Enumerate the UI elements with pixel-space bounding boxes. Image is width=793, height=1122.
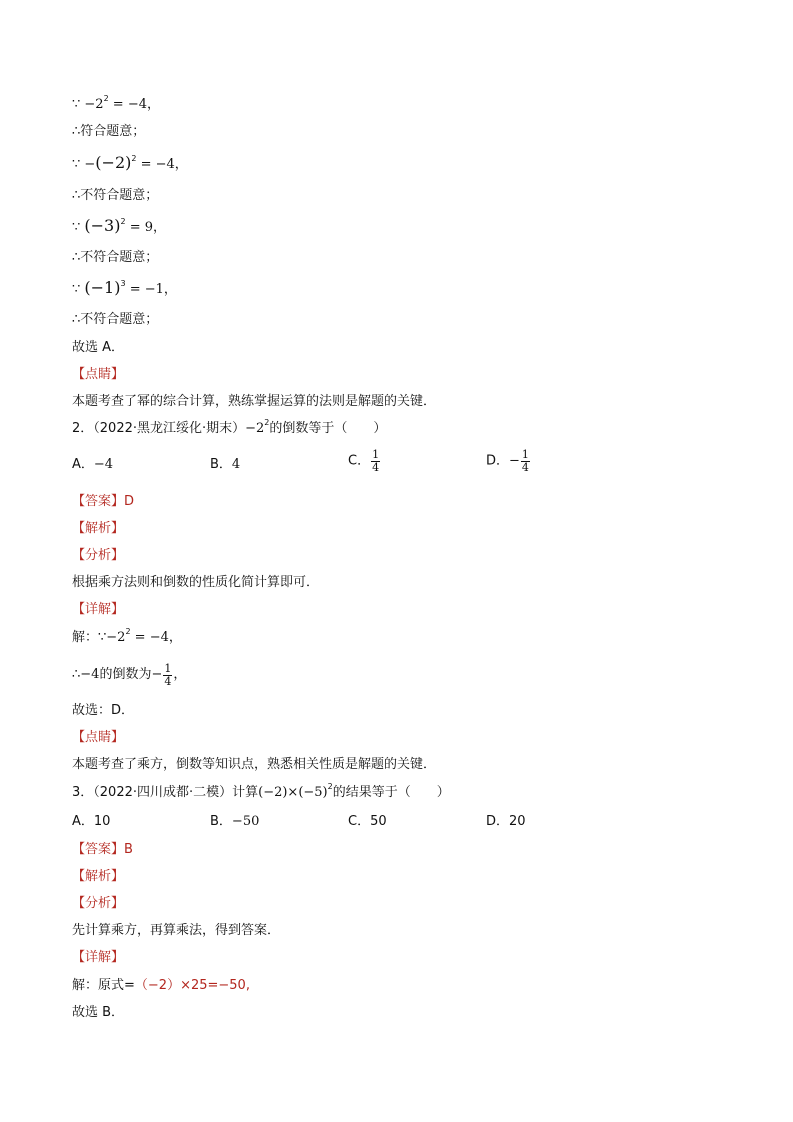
exponent: 2 — [264, 418, 270, 427]
answer-value: B — [124, 842, 133, 857]
exponent: 2 — [103, 94, 109, 103]
option-label: B． — [210, 814, 232, 829]
solution-line-1 — [72, 629, 182, 647]
fraction-denominator: 4 — [372, 461, 380, 474]
section-tag-answer: 【答案】 — [72, 494, 125, 509]
option-value: −4 — [93, 457, 114, 472]
math-expression: ∵ − — [72, 157, 96, 172]
math-expression: −4 — [80, 667, 100, 682]
question-text: 的结果等于（ ） — [332, 785, 450, 800]
option-label: A． — [72, 814, 94, 829]
section-tag-detail: 【详解】 — [72, 602, 125, 617]
solution-line — [72, 977, 250, 995]
option-label: D． — [486, 453, 510, 469]
step-line-4: ∴不符合题意； — [72, 188, 159, 203]
section-tag-dianjing: 【点睛】 — [72, 367, 125, 382]
fraction — [371, 449, 380, 474]
step-line-8: ∴不符合题意； — [72, 312, 159, 327]
option-d — [486, 813, 526, 831]
choose-line: 故选 B． — [72, 1005, 125, 1020]
step-line-5 — [72, 217, 166, 237]
minus-sign: − — [151, 667, 163, 682]
exponent: 2 — [327, 782, 333, 791]
fraction — [163, 663, 172, 688]
math-expression: (−1) — [84, 278, 121, 297]
question-source: 2．（2022·黑龙江绥化·期末） — [72, 421, 246, 436]
option-label: D． — [486, 814, 510, 829]
question-2-stem — [72, 420, 386, 438]
fraction-numerator: 1 — [164, 661, 172, 675]
punctuation: ， — [173, 667, 187, 682]
conclusion-line: 故选 A． — [72, 340, 125, 355]
dianjing-text: 本题考查了乘方，倒数等知识点，熟悉相关性质是解题的关键． — [72, 757, 437, 772]
math-expression: = 9， — [125, 220, 167, 235]
answer-line — [72, 493, 134, 511]
math-expression: −2 — [245, 421, 265, 436]
fenxi-text: 根据乘方法则和倒数的性质化简计算即可． — [72, 575, 320, 590]
option-label: A． — [72, 457, 94, 472]
exponent: 2 — [131, 154, 137, 163]
solution-text: 的倒数为 — [99, 667, 152, 682]
choose-line: 故选：D． — [72, 703, 135, 718]
section-tag-dianjing: 【点睛】 — [72, 730, 125, 745]
math-expression: −2 — [106, 630, 126, 645]
exponent: 2 — [120, 217, 126, 226]
option-d — [486, 449, 531, 474]
fenxi-text: 先计算乘方，再算乘法，得到答案． — [72, 923, 281, 938]
solution-prefix: ∴ — [72, 667, 81, 682]
answer-line — [72, 841, 133, 859]
question-text: 的倒数等于（ ） — [269, 421, 387, 436]
option-label: C． — [348, 814, 371, 829]
answer-value: D — [124, 494, 135, 509]
math-expression: ∵ −2 — [72, 97, 104, 112]
option-value: 10 — [93, 814, 111, 829]
question-source: 3．（2022·四川成都·二模）计算 — [72, 785, 259, 800]
step-line-3 — [72, 154, 188, 174]
step-line-1 — [72, 96, 160, 114]
fraction-numerator: 1 — [521, 448, 529, 461]
math-expression: (−3) — [84, 216, 121, 235]
math-expression: ∵ — [72, 282, 85, 297]
fraction-denominator: 4 — [521, 461, 529, 474]
exponent: 2 — [125, 627, 131, 636]
section-tag-analysis: 【解析】 — [72, 521, 125, 536]
step-line-7 — [72, 279, 177, 299]
option-b — [210, 456, 240, 474]
option-c — [348, 449, 381, 474]
step-line-6: ∴不符合题意； — [72, 250, 159, 265]
question-3-stem — [72, 784, 450, 802]
option-a — [72, 456, 113, 474]
option-c — [348, 813, 387, 831]
summary-line: 本题考查了幂的综合计算，熟练掌握运算的法则是解题的关键． — [72, 394, 437, 409]
option-value: 50 — [370, 814, 387, 829]
solution-prefix: 解：∵ — [72, 630, 107, 645]
option-b — [210, 813, 259, 831]
math-expression: = −4， — [108, 97, 160, 112]
exponent: 3 — [120, 279, 126, 288]
solution-line-2 — [72, 658, 186, 693]
solution-prefix: 解：原式= — [72, 978, 135, 993]
math-expression: = −4， — [136, 157, 188, 172]
section-tag-fenxi: 【分析】 — [72, 548, 125, 563]
section-tag-analysis: 【解析】 — [72, 869, 125, 884]
option-value: 4 — [231, 457, 241, 472]
option-value: 20 — [509, 814, 526, 829]
fraction — [521, 449, 530, 474]
fraction-denominator: 4 — [164, 674, 172, 688]
step-line-2: ∴符合题意； — [72, 124, 146, 139]
fraction-numerator: 1 — [372, 448, 380, 461]
math-expression: = −4， — [130, 630, 182, 645]
math-expression: = −1， — [125, 282, 177, 297]
math-expression: (−2)×(−5) — [258, 785, 328, 800]
option-a — [72, 813, 110, 831]
minus-sign: − — [509, 453, 520, 469]
section-tag-answer: 【答案】 — [72, 842, 125, 857]
solution-expression: （−2）×25=−50, — [134, 978, 250, 993]
option-label: B． — [210, 457, 232, 472]
math-expression: ∵ — [72, 220, 85, 235]
section-tag-fenxi: 【分析】 — [72, 896, 125, 911]
option-label: C． — [348, 453, 371, 469]
math-expression: (−2) — [95, 153, 132, 172]
option-value: −50 — [231, 814, 260, 829]
section-tag-detail: 【详解】 — [72, 950, 125, 965]
